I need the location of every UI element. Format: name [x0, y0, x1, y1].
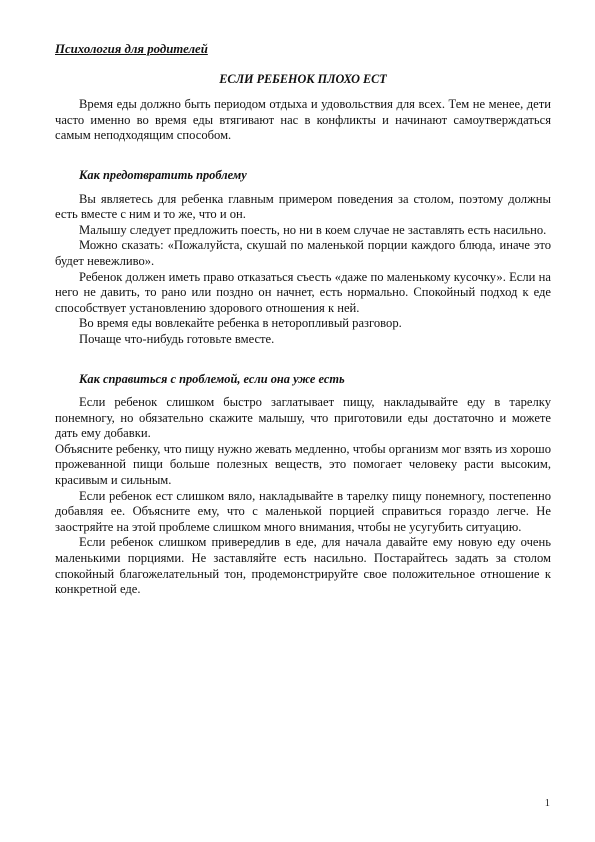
paragraph-prevention-5: Во время еды вовлекайте ребенка в неторопливый разговор. — [79, 316, 402, 331]
paragraph-prevention-4: Ребенок должен иметь право отказаться съесть «даже по маленькому кусочку». Если на него не давить, то рано или поздно он начнет, есть нормально. Спокойный подход к еде способствует установлению здорового отношения к ней. — [55, 269, 551, 315]
document-title: ЕСЛИ РЕБЕНОК ПЛОХО ЕСТ — [219, 71, 387, 86]
intro-paragraph: Время еды должно быть периодом отдыха и удовольствия для всех. Тем не менее, дети часто именно во время еды втягивают нас в конфликты и начинают самоутверждаться самым неподходящим способом. — [55, 97, 551, 143]
section-header-title: Психология для родителей — [55, 42, 208, 56]
spacer — [55, 348, 551, 360]
paragraph-prevention-6: Почаще что-нибудь готовьте вместе. — [79, 331, 275, 346]
spacer — [55, 144, 551, 156]
paragraph-prevention-3: Можно сказать: «Пожалуйста, скушай по маленькой порции каждого блюда, иначе это будет невежливо». — [55, 238, 551, 268]
paragraph-solution-4: Если ребенок слишком привередлив в еде, для начала давайте ему новую еду очень маленькими порциями. Не заставляйте есть насильно. Постарайтесь задать за столом спокойный благожелательный тон, продемонстрируйте свое положительное отношение к конкретной еде. — [55, 535, 551, 597]
paragraph-solution-2: Объясните ребенку, что пищу нужно жевать медленно, чтобы организм мог взять из хорошо прожеванной пищи больше полезных веществ, это помогает человеку расти высоким, красивым и сильным. — [55, 441, 551, 488]
paragraph-prevention-2: Малышу следует предложить поесть, но ни в коем случае не заставлять есть насильно. — [79, 222, 547, 237]
paragraph-solution-3: Если ребенок ест слишком вяло, накладывайте в тарелку пищу понемногу, постепенно добавляя ее. Объясните ему, что с маленькой порцией справиться гораздо легче. Не заостряйте на этой проблеме слишком много внимания, чтобы не усугубить ситуацию. — [55, 488, 551, 534]
paragraph-prevention-1: Вы являетесь для ребенка главным примером поведения за столом, поэтому должны есть вместе с ним и то же, что и он. — [55, 191, 551, 222]
section-heading-solution: Как справиться с проблемой, если она уже есть — [79, 371, 345, 386]
paragraph-solution-1: Если ребенок слишком быстро заглатывает пищу, накладывайте еду в тарелку понемногу, но обязательно скажите малышу, что приготовили еды достаточно и можете дать ему добавки. — [55, 395, 551, 441]
section-heading-prevention: Как предотвратить проблему — [79, 167, 247, 182]
page-number: 1 — [544, 798, 550, 809]
document-content — [55, 42, 551, 598]
